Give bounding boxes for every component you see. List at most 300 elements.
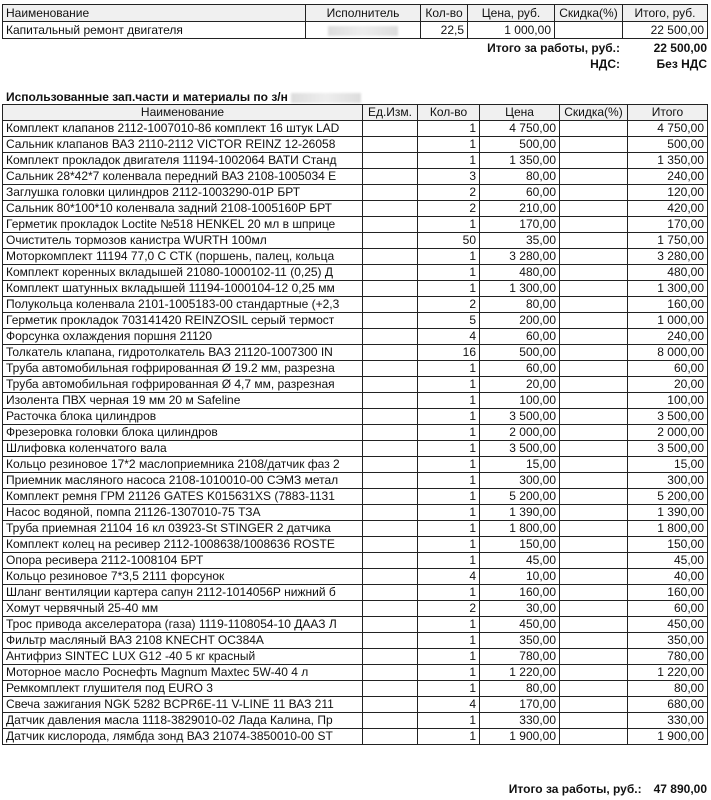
parts-cell-discount (560, 457, 628, 473)
parts-cell-discount (560, 249, 628, 265)
parts-header-row (3, 105, 708, 121)
parts-cell-name: Расточка блока цилиндров (3, 409, 363, 425)
parts-row (3, 521, 708, 537)
parts-cell-unit (363, 153, 418, 169)
parts-cell-total: 1 000,00 (628, 313, 708, 329)
parts-cell-qty: 2 (418, 185, 480, 201)
parts-row (3, 393, 708, 409)
works-header-row (3, 5, 708, 22)
parts-cell-unit (363, 345, 418, 361)
parts-row (3, 569, 708, 585)
parts-cell-discount (560, 377, 628, 393)
parts-cell-price: 1 220,00 (480, 665, 560, 681)
parts-cell-name: Сальник 28*42*7 коленвала передний ВАЗ 2108-1005034 Е (3, 169, 363, 185)
parts-cell-price: 1 390,00 (480, 505, 560, 521)
parts-cell-unit (363, 617, 418, 633)
parts-cell-name: Насос водяной, помпа 21126-1307010-75 ТЗА (3, 505, 363, 521)
parts-cell-unit (363, 457, 418, 473)
parts-cell-price: 480,00 (480, 265, 560, 281)
parts-cell-name: Моторкомплект 11194 77,0 С СТК (поршень, палец, кольца (3, 249, 363, 265)
parts-cell-unit (363, 681, 418, 697)
parts-cell-discount (560, 489, 628, 505)
parts-cell-total: 5 200,00 (628, 489, 708, 505)
parts-cell-unit (363, 185, 418, 201)
works-header-performer: Исполнитель (306, 5, 421, 22)
parts-cell-unit (363, 377, 418, 393)
parts-cell-discount (560, 265, 628, 281)
parts-cell-total: 15,00 (628, 457, 708, 473)
parts-cell-name: Фильтр масляный ВАЗ 2108 KNECHT OC384A (3, 633, 363, 649)
redacted-order-number (291, 93, 361, 103)
parts-row (3, 729, 708, 745)
works-total-label: Итого за работы, руб.: (487, 41, 620, 55)
parts-cell-name: Фрезеровка головки блока цилиндров (3, 425, 363, 441)
parts-cell-discount (560, 233, 628, 249)
parts-cell-price: 2 000,00 (480, 425, 560, 441)
parts-cell-price: 3 500,00 (480, 441, 560, 457)
parts-row (3, 473, 708, 489)
parts-cell-price: 35,00 (480, 233, 560, 249)
parts-cell-total: 2 000,00 (628, 425, 708, 441)
parts-cell-total: 350,00 (628, 633, 708, 649)
parts-cell-unit (363, 697, 418, 713)
parts-cell-discount (560, 441, 628, 457)
parts-cell-discount (560, 633, 628, 649)
parts-row (3, 185, 708, 201)
parts-row (3, 665, 708, 681)
parts-cell-discount (560, 729, 628, 745)
parts-cell-discount (560, 697, 628, 713)
parts-cell-qty: 2 (418, 601, 480, 617)
parts-cell-unit (363, 233, 418, 249)
parts-cell-name: Труба автомобильная гофрированная Ø 19.2 мм, разрезна (3, 361, 363, 377)
parts-row (3, 297, 708, 313)
parts-row (3, 457, 708, 473)
parts-cell-discount (560, 665, 628, 681)
parts-header-price: Цена (480, 105, 560, 121)
parts-cell-discount (560, 617, 628, 633)
parts-cell-unit (363, 265, 418, 281)
parts-row (3, 313, 708, 329)
parts-row (3, 617, 708, 633)
parts-cell-qty: 1 (418, 681, 480, 697)
parts-cell-discount (560, 409, 628, 425)
parts-cell-unit (363, 569, 418, 585)
parts-cell-discount (560, 297, 628, 313)
redacted-performer (328, 26, 398, 36)
parts-cell-name: Кольцо резиновое 17*2 маслоприемника 2108/датчик фаз 2 (3, 457, 363, 473)
parts-cell-total: 450,00 (628, 617, 708, 633)
parts-cell-discount (560, 121, 628, 137)
parts-cell-unit (363, 409, 418, 425)
parts-cell-discount (560, 505, 628, 521)
parts-row (3, 265, 708, 281)
parts-cell-name: Комплект прокладок двигателя 11194-1002064 ВАТИ Станд (3, 153, 363, 169)
parts-cell-total: 480,00 (628, 265, 708, 281)
parts-cell-unit (363, 665, 418, 681)
works-total-value: 22 500,00 (653, 41, 707, 55)
parts-row (3, 233, 708, 249)
parts-row (3, 553, 708, 569)
parts-cell-total: 1 350,00 (628, 153, 708, 169)
parts-cell-total: 45,00 (628, 553, 708, 569)
works-header-name: Наименование (3, 5, 306, 22)
parts-cell-total: 160,00 (628, 297, 708, 313)
parts-cell-price: 1 900,00 (480, 729, 560, 745)
parts-cell-name: Шлифовка коленчатого вала (3, 441, 363, 457)
parts-cell-unit (363, 137, 418, 153)
parts-row (3, 505, 708, 521)
parts-cell-discount (560, 553, 628, 569)
parts-cell-name: Трос привода акселератора (газа) 1119-1108054-10 ДААЗ Л (3, 617, 363, 633)
parts-cell-qty: 50 (418, 233, 480, 249)
parts-cell-price: 1 800,00 (480, 521, 560, 537)
parts-cell-name: Сальник 80*100*10 коленвала задний 2108-1005160Р БРТ (3, 201, 363, 217)
parts-cell-name: Герметик прокладок 703141420 REINZOSIL серый термост (3, 313, 363, 329)
parts-total-value: 47 890,00 (653, 782, 707, 796)
parts-cell-qty: 1 (418, 633, 480, 649)
parts-cell-total: 4 750,00 (628, 121, 708, 137)
parts-cell-qty: 4 (418, 329, 480, 345)
parts-cell-price: 170,00 (480, 697, 560, 713)
parts-cell-total: 330,00 (628, 713, 708, 729)
parts-cell-unit (363, 441, 418, 457)
parts-cell-name: Антифриз SINTEC LUX G12 -40 5 кг красный (3, 649, 363, 665)
parts-cell-discount (560, 345, 628, 361)
parts-cell-qty: 1 (418, 649, 480, 665)
parts-cell-name: Моторное масло Роснефть Magnum Maxtec 5W-40 4 л (3, 665, 363, 681)
parts-cell-qty: 4 (418, 697, 480, 713)
parts-cell-total: 3 500,00 (628, 409, 708, 425)
parts-cell-discount (560, 217, 628, 233)
parts-header-discount: Скидка(%) (560, 105, 628, 121)
parts-cell-price: 100,00 (480, 393, 560, 409)
parts-cell-price: 30,00 (480, 601, 560, 617)
parts-cell-price: 3 500,00 (480, 409, 560, 425)
parts-cell-price: 60,00 (480, 361, 560, 377)
parts-cell-price: 330,00 (480, 713, 560, 729)
parts-row (3, 425, 708, 441)
parts-row (3, 713, 708, 729)
works-header-price: Цена, руб. (468, 5, 555, 22)
parts-cell-discount (560, 425, 628, 441)
parts-cell-discount (560, 329, 628, 345)
parts-cell-name: Комплект коренных вкладышей 21080-1000102-11 (0,25) Д (3, 265, 363, 281)
parts-cell-qty: 1 (418, 409, 480, 425)
works-header-discount: Скидка(%) (555, 5, 623, 22)
parts-cell-discount (560, 569, 628, 585)
parts-cell-name: Изолента ПВХ черная 19 мм 20 м Safeline (3, 393, 363, 409)
parts-row (3, 153, 708, 169)
parts-cell-discount (560, 713, 628, 729)
parts-row (3, 489, 708, 505)
parts-cell-unit (363, 121, 418, 137)
parts-cell-qty: 1 (418, 473, 480, 489)
parts-row (3, 345, 708, 361)
parts-cell-name: Очиститель тормозов канистра WURTH 100мл (3, 233, 363, 249)
parts-header-name: Наименование (3, 105, 363, 121)
parts-cell-total: 1 220,00 (628, 665, 708, 681)
vat-value: Без НДС (656, 57, 707, 71)
parts-cell-unit (363, 729, 418, 745)
parts-cell-unit (363, 473, 418, 489)
parts-cell-name: Комплект шатунных вкладышей 11194-1000104-12 0,25 мм (3, 281, 363, 297)
parts-row (3, 601, 708, 617)
parts-cell-total: 240,00 (628, 329, 708, 345)
parts-cell-unit (363, 553, 418, 569)
parts-cell-total: 680,00 (628, 697, 708, 713)
parts-cell-total: 150,00 (628, 537, 708, 553)
parts-cell-total: 780,00 (628, 649, 708, 665)
parts-cell-total: 420,00 (628, 201, 708, 217)
parts-cell-total: 1 900,00 (628, 729, 708, 745)
parts-cell-unit (363, 537, 418, 553)
parts-cell-name: Шланг вентиляции картера сапун 2112-1014056Р нижний б (3, 585, 363, 601)
parts-cell-discount (560, 681, 628, 697)
parts-cell-qty: 4 (418, 569, 480, 585)
parts-cell-qty: 1 (418, 249, 480, 265)
parts-row (3, 537, 708, 553)
parts-cell-price: 20,00 (480, 377, 560, 393)
parts-cell-price: 780,00 (480, 649, 560, 665)
parts-cell-discount (560, 137, 628, 153)
parts-cell-discount (560, 649, 628, 665)
parts-cell-name: Датчик кислорода, лямбда зонд ВАЗ 21074-3850010-00 ST (3, 729, 363, 745)
parts-row (3, 649, 708, 665)
parts-cell-name: Форсунка охлаждения поршня 21120 (3, 329, 363, 345)
works-row (3, 22, 708, 39)
parts-cell-qty: 1 (418, 521, 480, 537)
parts-cell-name: Опора ресивера 2112-1008104 БРТ (3, 553, 363, 569)
parts-cell-unit (363, 601, 418, 617)
parts-cell-total: 20,00 (628, 377, 708, 393)
parts-cell-price: 80,00 (480, 297, 560, 313)
parts-cell-qty: 1 (418, 393, 480, 409)
parts-cell-qty: 1 (418, 665, 480, 681)
parts-header-qty: Кол-во (418, 105, 480, 121)
parts-table (2, 104, 708, 745)
parts-cell-discount (560, 185, 628, 201)
parts-cell-total: 8 000,00 (628, 345, 708, 361)
parts-summary (420, 782, 707, 796)
parts-cell-unit (363, 297, 418, 313)
parts-cell-name: Комплект ремня ГРМ 21126 GATES K015631XS (7883-1131 (3, 489, 363, 505)
parts-cell-unit (363, 713, 418, 729)
parts-row (3, 169, 708, 185)
parts-cell-qty: 2 (418, 297, 480, 313)
works-header-total: Итого, руб. (623, 5, 708, 22)
parts-row (3, 201, 708, 217)
parts-cell-discount (560, 585, 628, 601)
works-cell-discount (555, 22, 623, 39)
parts-cell-price: 60,00 (480, 329, 560, 345)
parts-cell-total: 1 800,00 (628, 521, 708, 537)
parts-cell-qty: 1 (418, 505, 480, 521)
parts-cell-price: 500,00 (480, 137, 560, 153)
parts-cell-price: 160,00 (480, 585, 560, 601)
parts-row (3, 329, 708, 345)
works-cell-qty: 22,5 (421, 22, 468, 39)
parts-row (3, 361, 708, 377)
parts-cell-price: 1 350,00 (480, 153, 560, 169)
parts-cell-unit (363, 249, 418, 265)
parts-cell-qty: 2 (418, 201, 480, 217)
parts-cell-qty: 16 (418, 345, 480, 361)
parts-cell-name: Комплект клапанов 2112-1007010-86 комплект 16 штук LAD (3, 121, 363, 137)
parts-cell-unit (363, 201, 418, 217)
parts-cell-total: 80,00 (628, 681, 708, 697)
parts-cell-unit (363, 217, 418, 233)
parts-cell-name: Хомут червячный 25-40 мм (3, 601, 363, 617)
parts-cell-discount (560, 281, 628, 297)
parts-cell-discount (560, 153, 628, 169)
parts-cell-qty: 1 (418, 537, 480, 553)
parts-cell-qty: 1 (418, 153, 480, 169)
parts-row (3, 585, 708, 601)
parts-cell-price: 150,00 (480, 537, 560, 553)
parts-row (3, 697, 708, 713)
works-table (2, 4, 708, 39)
parts-cell-price: 200,00 (480, 313, 560, 329)
parts-cell-qty: 1 (418, 121, 480, 137)
parts-cell-total: 170,00 (628, 217, 708, 233)
works-summary (470, 40, 707, 72)
parts-cell-discount (560, 361, 628, 377)
parts-cell-qty: 1 (418, 489, 480, 505)
parts-title-text: Использованные зап.части и материалы по з/н (6, 90, 288, 104)
parts-cell-discount (560, 537, 628, 553)
parts-cell-price: 3 280,00 (480, 249, 560, 265)
parts-cell-qty: 1 (418, 425, 480, 441)
parts-row (3, 249, 708, 265)
parts-cell-name: Толкатель клапана, гидротолкатель ВАЗ 21120-1007300 IN (3, 345, 363, 361)
parts-cell-price: 4 750,00 (480, 121, 560, 137)
parts-cell-price: 450,00 (480, 617, 560, 633)
parts-cell-qty: 1 (418, 137, 480, 153)
parts-cell-unit (363, 649, 418, 665)
parts-cell-name: Свеча зажигания NGK 5282 BCPR6E-11 V-LINE 11 ВАЗ 211 (3, 697, 363, 713)
parts-cell-qty: 1 (418, 553, 480, 569)
parts-cell-unit (363, 313, 418, 329)
parts-total-label: Итого за работы, руб.: (508, 782, 642, 796)
parts-cell-unit (363, 329, 418, 345)
parts-cell-price: 5 200,00 (480, 489, 560, 505)
parts-cell-total: 60,00 (628, 361, 708, 377)
parts-cell-unit (363, 361, 418, 377)
parts-cell-name: Сальник клапанов ВАЗ 2110-2112 VICTOR REINZ 12-26058 (3, 137, 363, 153)
parts-cell-price: 10,00 (480, 569, 560, 585)
parts-cell-price: 350,00 (480, 633, 560, 649)
parts-cell-discount (560, 601, 628, 617)
parts-cell-name: Герметик прокладок Loctite №518 HENKEL 20 мл в шприце (3, 217, 363, 233)
parts-cell-name: Полукольца коленвала 2101-1005183-00 стандартные (+2,3 (3, 297, 363, 313)
parts-body (3, 121, 708, 745)
parts-row (3, 681, 708, 697)
parts-cell-qty: 1 (418, 217, 480, 233)
parts-cell-price: 210,00 (480, 201, 560, 217)
parts-cell-total: 240,00 (628, 169, 708, 185)
parts-section-title (6, 90, 361, 104)
parts-header-total: Итого (628, 105, 708, 121)
parts-row (3, 217, 708, 233)
parts-cell-total: 3 280,00 (628, 249, 708, 265)
parts-cell-price: 500,00 (480, 345, 560, 361)
vat-label: НДС: (590, 57, 620, 71)
parts-cell-total: 1 390,00 (628, 505, 708, 521)
parts-cell-unit (363, 489, 418, 505)
works-cell-price: 1 000,00 (468, 22, 555, 39)
parts-cell-total: 500,00 (628, 137, 708, 153)
parts-cell-qty: 1 (418, 457, 480, 473)
parts-cell-price: 300,00 (480, 473, 560, 489)
parts-cell-total: 300,00 (628, 473, 708, 489)
parts-cell-name: Комплект колец на ресивер 2112-1008638/1008636 ROSTE (3, 537, 363, 553)
parts-cell-discount (560, 393, 628, 409)
parts-cell-total: 120,00 (628, 185, 708, 201)
parts-cell-qty: 1 (418, 361, 480, 377)
parts-row (3, 409, 708, 425)
works-cell-total: 22 500,00 (623, 22, 708, 39)
parts-row (3, 441, 708, 457)
parts-cell-name: Ремкомплект глушителя под EURO 3 (3, 681, 363, 697)
parts-cell-price: 1 300,00 (480, 281, 560, 297)
parts-cell-total: 1 750,00 (628, 233, 708, 249)
parts-header-unit: Ед.Изм. (363, 105, 418, 121)
parts-row (3, 137, 708, 153)
parts-cell-qty: 3 (418, 169, 480, 185)
parts-cell-qty: 1 (418, 617, 480, 633)
parts-cell-qty: 1 (418, 377, 480, 393)
parts-cell-name: Труба приемная 21104 16 кл 03923-St STINGER 2 датчика (3, 521, 363, 537)
parts-cell-name: Приемник масляного насоса 2108-1010010-00 СЭМЗ метал (3, 473, 363, 489)
parts-cell-total: 100,00 (628, 393, 708, 409)
parts-cell-qty: 1 (418, 281, 480, 297)
parts-cell-qty: 1 (418, 713, 480, 729)
parts-cell-unit (363, 505, 418, 521)
parts-cell-unit (363, 393, 418, 409)
parts-cell-qty: 5 (418, 313, 480, 329)
parts-cell-discount (560, 201, 628, 217)
parts-cell-price: 15,00 (480, 457, 560, 473)
parts-cell-discount (560, 521, 628, 537)
parts-cell-discount (560, 313, 628, 329)
parts-cell-discount (560, 169, 628, 185)
parts-cell-unit (363, 585, 418, 601)
parts-cell-unit (363, 169, 418, 185)
parts-row (3, 281, 708, 297)
parts-cell-name: Труба автомобильная гофрированная Ø 4,7 мм, разрезная (3, 377, 363, 393)
parts-cell-discount (560, 473, 628, 489)
parts-cell-price: 80,00 (480, 681, 560, 697)
parts-cell-unit (363, 281, 418, 297)
works-cell-name: Капитальный ремонт двигателя (3, 22, 306, 39)
parts-row (3, 377, 708, 393)
parts-cell-total: 60,00 (628, 601, 708, 617)
parts-row (3, 121, 708, 137)
parts-cell-qty: 1 (418, 441, 480, 457)
parts-cell-unit (363, 521, 418, 537)
parts-cell-price: 170,00 (480, 217, 560, 233)
works-header-qty: Кол-во (421, 5, 468, 22)
parts-cell-price: 60,00 (480, 185, 560, 201)
parts-cell-total: 1 300,00 (628, 281, 708, 297)
parts-cell-total: 160,00 (628, 585, 708, 601)
parts-cell-total: 3 500,00 (628, 441, 708, 457)
parts-cell-qty: 1 (418, 585, 480, 601)
parts-row (3, 633, 708, 649)
parts-cell-price: 80,00 (480, 169, 560, 185)
parts-cell-name: Датчик давления масла 1118-3829010-02 Лада Калина, Пр (3, 713, 363, 729)
